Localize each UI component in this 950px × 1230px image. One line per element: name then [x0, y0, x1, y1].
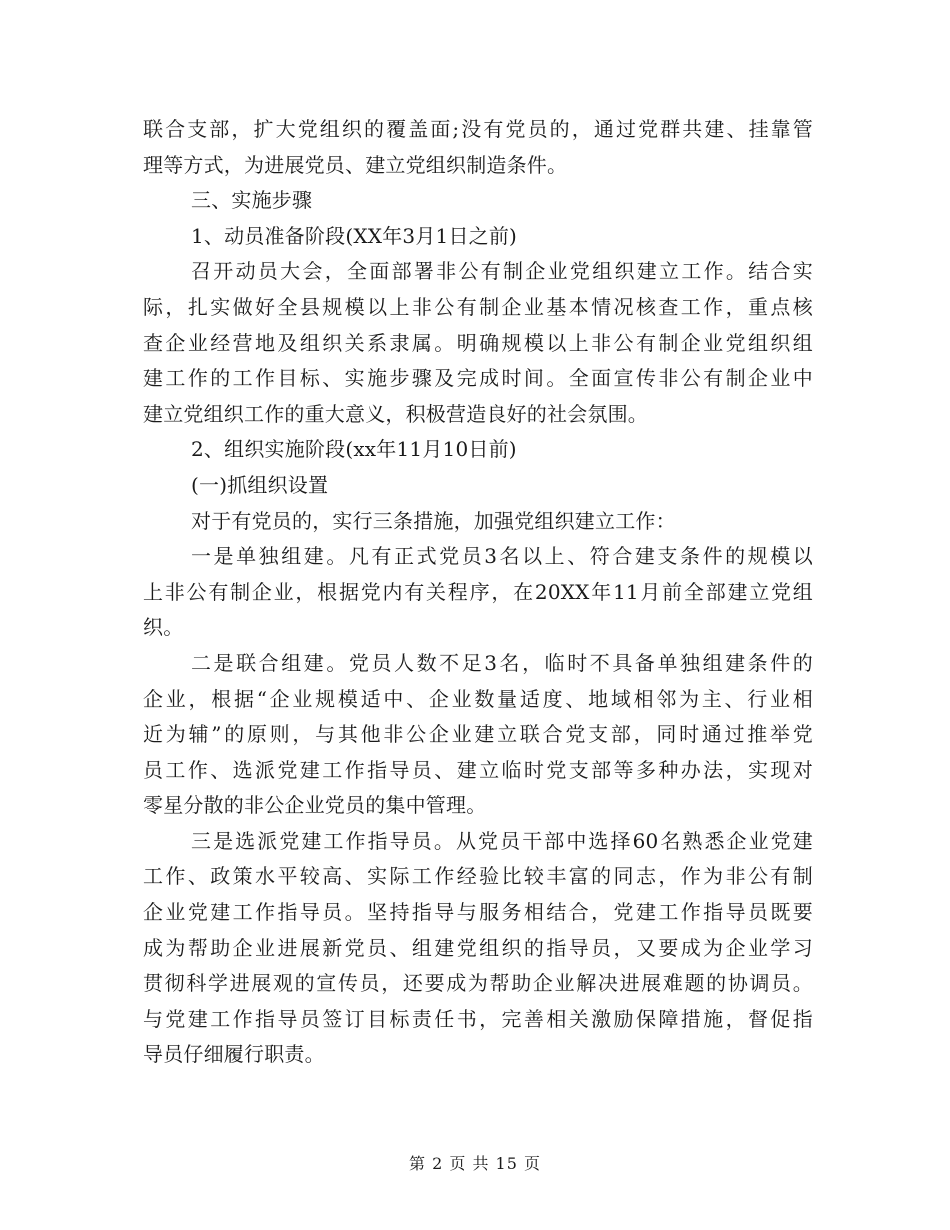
text-line: 导员仔细履行职责。 [143, 1042, 325, 1067]
text-line: 零星分散的非公企业党员的集中管理。 [143, 793, 487, 818]
text-line: 际，扎实做好全县规模以上非公有制企业基本情况核查工作，重点核 [143, 294, 813, 319]
text-line: 查企业经营地及组织关系隶属。明确规模以上非公有制企业党组织组 [143, 330, 813, 355]
text-line: 贯彻科学进展观的宣传员，还要成为帮助企业解决进展难题的协调员。 [143, 971, 813, 996]
page-footer [0, 1152, 950, 1176]
text-line: 一是单独组建。凡有正式党员3名以上、符合建支条件的规模以 [191, 544, 813, 569]
page-number-label: 第 2 页 共 15 页 [409, 1154, 541, 1173]
text-line: 企业，根据“企业规模适中、企业数量适度、地域相邻为主、行业相 [143, 686, 813, 711]
text-line: 召开动员大会，全面部署非公有制企业党组织建立工作。结合实 [191, 259, 813, 284]
text-line: (一)抓组织设置 [191, 472, 329, 497]
text-line: 三、实施步骤 [191, 188, 313, 213]
text-line: 建工作的工作目标、实施步骤及完成时间。全面宣传非公有制企业中 [143, 366, 813, 391]
text-line: 企业党建工作指导员。坚持指导与服务相结合，党建工作指导员既要 [143, 900, 813, 925]
text-line: 理等方式，为进展党员、建立党组织制造条件。 [143, 152, 568, 177]
text-line: 1、动员准备阶段(XX年3月1日之前) [191, 223, 518, 248]
text-line: 织。 [143, 615, 184, 640]
document-body [143, 112, 813, 1073]
text-line: 三是选派党建工作指导员。从党员干部中选择60名熟悉企业党建 [191, 828, 813, 853]
text-line: 二是联合组建。党员人数不足3名，临时不具备单独组建条件的 [191, 650, 813, 675]
text-line: 员工作、选派党建工作指导员、建立临时党支部等多种办法，实现对 [143, 757, 813, 782]
text-line: 成为帮助企业进展新党员、组建党组织的指导员，又要成为企业学习 [143, 935, 813, 960]
text-line: 联合支部，扩大党组织的覆盖面;没有党员的，通过党群共建、挂靠管 [143, 117, 813, 141]
text-line: 工作、政策水平较高、实际工作经验比较丰富的同志，作为非公有制 [143, 864, 813, 889]
text-line: 近为辅”的原则，与其他非公企业建立联合党支部，同时通过推举党 [143, 722, 813, 747]
text-line: 建立党组织工作的重大意义，积极营造良好的社会氛围。 [143, 401, 648, 426]
text-line: 上非公有制企业，根据党内有关程序，在20XX年11月前全部建立党组 [143, 579, 813, 604]
text-line: 对于有党员的，实行三条措施，加强党组织建立工作： [191, 508, 676, 533]
text-line: 2、组织实施阶段(xx年11月10日前) [191, 437, 517, 462]
text-line: 与党建工作指导员签订目标责任书，完善相关激励保障措施，督促指 [143, 1006, 813, 1031]
